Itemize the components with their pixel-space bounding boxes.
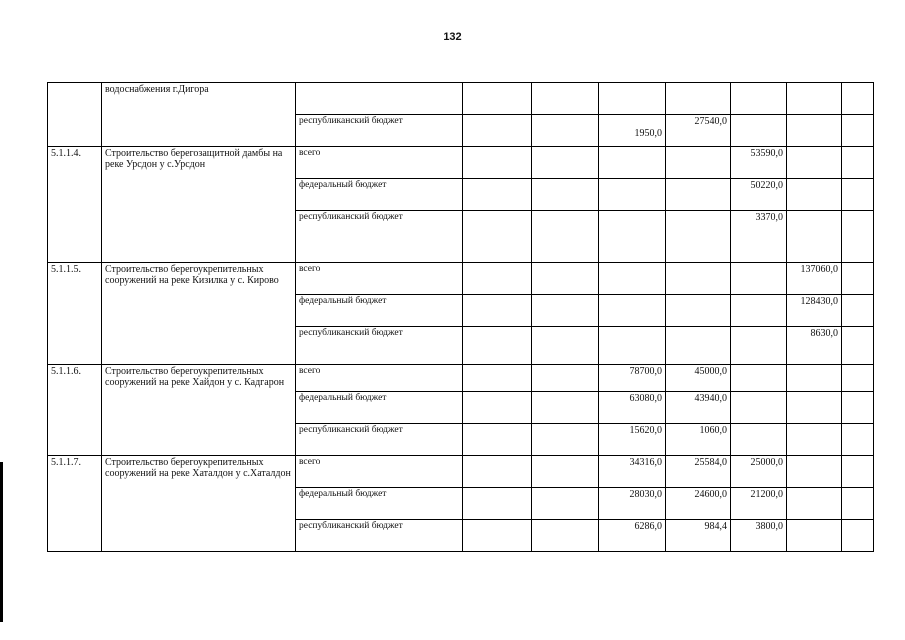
value-cell — [731, 83, 787, 115]
funding-source: республиканский бюджет — [296, 115, 463, 147]
table-row — [48, 147, 874, 179]
value-cell — [666, 147, 731, 179]
value-cell — [532, 327, 599, 365]
value-cell — [463, 456, 532, 488]
value-cell — [842, 263, 874, 295]
value-cell: 24600,0 — [666, 488, 731, 520]
value-cell — [842, 179, 874, 211]
value-cell — [842, 520, 874, 552]
value-cell: 78700,0 — [599, 365, 666, 392]
value-cell: 25584,0 — [666, 456, 731, 488]
value-cell: 8630,0 — [787, 327, 842, 365]
value-cell — [599, 147, 666, 179]
value-cell — [787, 365, 842, 392]
value-cell — [842, 115, 874, 147]
value-cell — [731, 115, 787, 147]
item-name: Строительство берегоукрепительных сооружений на реке Хайдон у с. Кадгарон — [102, 365, 296, 456]
item-code: 5.1.1.6. — [48, 365, 102, 456]
value-cell — [842, 424, 874, 456]
value-cell — [463, 83, 532, 115]
value-cell: 6286,0 — [599, 520, 666, 552]
funding-source — [296, 83, 463, 115]
value-cell — [787, 147, 842, 179]
value-cell: 43940,0 — [666, 392, 731, 424]
value-cell — [731, 392, 787, 424]
funding-source: федеральный бюджет — [296, 179, 463, 211]
value-cell: 28030,0 — [599, 488, 666, 520]
value-cell — [731, 327, 787, 365]
funding-source: федеральный бюджет — [296, 392, 463, 424]
value-cell — [787, 488, 842, 520]
value-cell: 63080,0 — [599, 392, 666, 424]
value-cell — [666, 263, 731, 295]
table-row — [48, 263, 874, 295]
value-cell — [532, 263, 599, 295]
value-cell — [463, 115, 532, 147]
value-cell — [463, 147, 532, 179]
value-cell: 45000,0 — [666, 365, 731, 392]
page-number: 132 — [443, 31, 462, 43]
value-cell — [532, 83, 599, 115]
value-cell — [532, 147, 599, 179]
value-cell — [463, 327, 532, 365]
value-cell — [532, 295, 599, 327]
value-cell — [599, 83, 666, 115]
funding-source: федеральный бюджет — [296, 295, 463, 327]
value-cell — [787, 115, 842, 147]
value-cell — [731, 263, 787, 295]
value-cell — [666, 211, 731, 263]
value-cell — [787, 424, 842, 456]
value-cell — [842, 365, 874, 392]
value-cell: 3800,0 — [731, 520, 787, 552]
value-cell — [842, 392, 874, 424]
value-cell — [842, 456, 874, 488]
funding-source: республиканский бюджет — [296, 327, 463, 365]
value-cell — [666, 179, 731, 211]
value-cell: 1950,0 — [599, 115, 666, 147]
scan-edge-mark — [0, 462, 3, 622]
value-cell: 137060,0 — [787, 263, 842, 295]
value-cell — [599, 295, 666, 327]
value-cell — [787, 83, 842, 115]
budget-table — [47, 82, 874, 552]
value-cell — [842, 327, 874, 365]
funding-source: республиканский бюджет — [296, 424, 463, 456]
value-cell — [463, 392, 532, 424]
value-cell — [842, 295, 874, 327]
item-code: 5.1.1.7. — [48, 456, 102, 552]
value-cell — [532, 456, 599, 488]
value-cell — [532, 520, 599, 552]
value-cell — [666, 83, 731, 115]
value-cell: 34316,0 — [599, 456, 666, 488]
value-cell — [463, 520, 532, 552]
value-cell: 50220,0 — [731, 179, 787, 211]
value-cell — [532, 115, 599, 147]
value-cell: 27540,0 — [666, 115, 731, 147]
funding-source: республиканский бюджет — [296, 211, 463, 263]
value-cell: 15620,0 — [599, 424, 666, 456]
value-cell — [666, 327, 731, 365]
value-cell — [599, 211, 666, 263]
value-cell — [731, 365, 787, 392]
item-name: Строительство берегоукрепительных сооружений на реке Кизилка у с. Кирово — [102, 263, 296, 365]
value-cell — [599, 327, 666, 365]
table-row — [48, 365, 874, 392]
value-cell — [731, 295, 787, 327]
table-row — [48, 456, 874, 488]
item-name: Строительство берегоукрепительных сооружений на реке Хаталдон у с.Хаталдон — [102, 456, 296, 552]
value-cell — [532, 179, 599, 211]
value-cell — [842, 488, 874, 520]
value-cell — [463, 424, 532, 456]
value-cell — [463, 365, 532, 392]
value-cell — [532, 392, 599, 424]
value-cell — [787, 456, 842, 488]
value-cell — [599, 179, 666, 211]
funding-source: всего — [296, 147, 463, 179]
value-cell: 21200,0 — [731, 488, 787, 520]
value-cell — [463, 179, 532, 211]
value-cell — [787, 211, 842, 263]
value-cell: 25000,0 — [731, 456, 787, 488]
value-cell: 53590,0 — [731, 147, 787, 179]
funding-source: республиканский бюджет — [296, 520, 463, 552]
value-cell — [463, 263, 532, 295]
value-cell — [532, 424, 599, 456]
item-code: 5.1.1.5. — [48, 263, 102, 365]
value-cell — [532, 365, 599, 392]
funding-source: всего — [296, 365, 463, 392]
value-cell — [787, 179, 842, 211]
value-cell: 128430,0 — [787, 295, 842, 327]
value-cell — [463, 211, 532, 263]
value-cell — [842, 83, 874, 115]
item-code: 5.1.1.4. — [48, 147, 102, 263]
value-cell — [532, 488, 599, 520]
value-cell: 1060,0 — [666, 424, 731, 456]
value-cell — [787, 392, 842, 424]
item-name: водоснабжения г.Дигора — [102, 83, 296, 147]
funding-source: всего — [296, 263, 463, 295]
value-cell: 3370,0 — [731, 211, 787, 263]
value-cell — [666, 295, 731, 327]
value-cell — [532, 211, 599, 263]
value-cell — [842, 147, 874, 179]
item-name: Строительство берегозащитной дамбы на реке Урсдон у с.Урсдон — [102, 147, 296, 263]
value-cell — [731, 424, 787, 456]
funding-source: всего — [296, 456, 463, 488]
value-cell: 984,4 — [666, 520, 731, 552]
funding-source: федеральный бюджет — [296, 488, 463, 520]
value-cell — [599, 263, 666, 295]
value-cell — [842, 211, 874, 263]
table-row — [48, 83, 874, 115]
value-cell — [463, 488, 532, 520]
value-cell — [787, 520, 842, 552]
value-cell — [463, 295, 532, 327]
item-code — [48, 83, 102, 147]
